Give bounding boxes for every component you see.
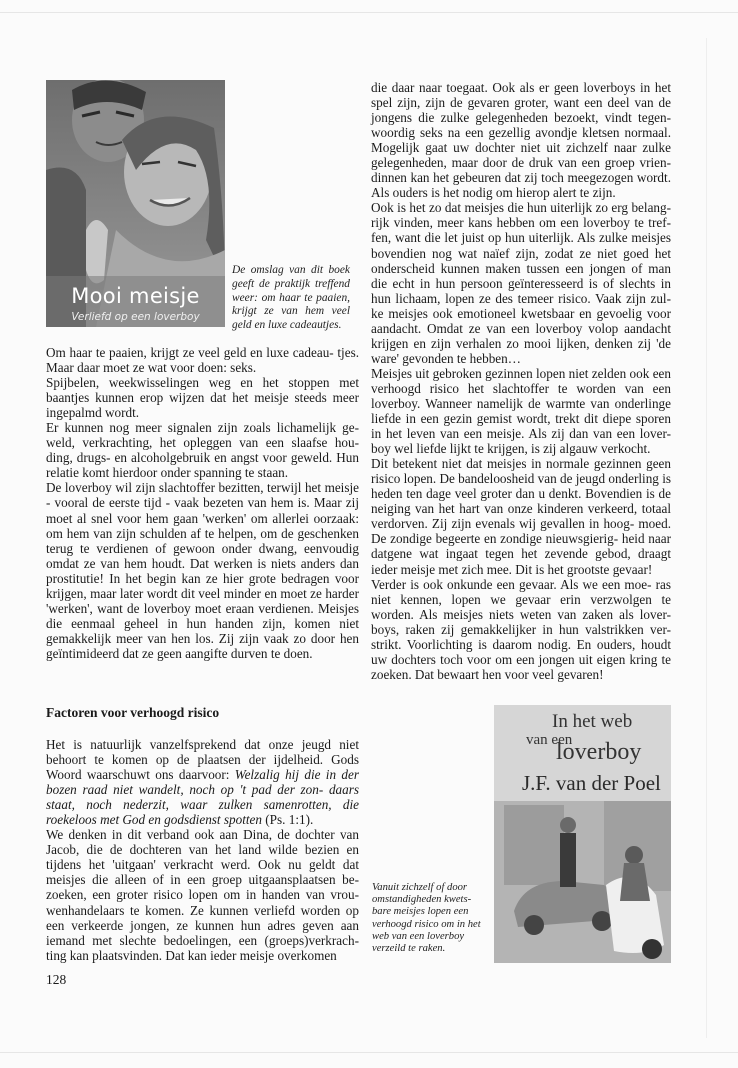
paragraph: De loverboy wil zijn slachtoffer bezitten, terwijl het meisje - vooral de eerste tijd - vaak bezeten van hem is. Maar zij moet al snel voor hem gaan 'werken' om allerlei oorzaak: om hem van zijn schulden af te helpen, om de geschenken terug te verdienen of gewoon onder dwang, eenvoudig omdat ze van hem houdt. Dat werken is niets anders dan prostitutie! In het begin kan ze hier grote bedragen voor krijgen, maar later wordt dit veel minder en moet ze harder 'werken', want de loverboy moet eraan verdienen. Meisjes die eenmaal geheel in hun handen zijn, komen niet gemakkelijk meer van hen los. Zij zijn vaak zo door hen geïntimideerd dat ze geen aangifte durven te doen.	[46, 480, 359, 661]
girl-figure-shape	[625, 846, 643, 864]
book-cover-web-loverboy	[494, 705, 671, 963]
cover-title-line3: loverboy	[556, 739, 642, 765]
paragraph: Om haar te paaien, krijgt ze veel geld en luxe cadeau- tjes. Maar daar moet ze wat voor doen: seks.	[46, 345, 359, 376]
cover-title-line1: In het web	[552, 711, 633, 732]
man-figure-shape	[560, 833, 576, 887]
paragraph: Ook is het zo dat meisjes die hun uiterlijk zo erg belang- rijk vinden, meer kans hebben om een loverboy te tref- fen, want die let juist op hun uiterlijk. Als zulke meisjes bovendien nog wat naïef zijn, zodat ze niet goed het onderscheid kunnen maken tussen een jongen of man die echt in hun persoon geïnteresseerd is of slechts in hun lichaam, lopen ze des temeer risico. Vaak zijn zul- ke meisjes ook emotioneel kwetsbaar en gevoelig voor aandacht. Omdat ze van een loverboy volop aandacht krijgen en zijn verhalen zo mooi lijken, denken zij 'de ware' gevonden te hebben…	[371, 200, 671, 366]
building-shape	[504, 805, 564, 885]
scripture-reference: (Ps. 1:1).	[265, 812, 314, 828]
paragraph: Dit betekent niet dat meisjes in normale gezinnen geen risico lopen. De bandeloosheid van de jeugd onderling is heden ten dage veel groter dan u denkt. Bovendien is de neiging van het hart van onze kinderen verkeerd, totaal verdorven. Zij zijn evenals wij gevallen in hoog- moed. De zondige begeerte en zondige nieuwsgierig- heid naar datgene wat ingaat tegen het zevende gebod, draagt ieder meisje met zich mee. Dit is het grootste gevaar!	[371, 456, 671, 577]
paragraph: Meisjes uit gebroken gezinnen lopen niet zelden ook een verhoogd risico het slachtoffer te worden van een loverboy. Wanneer namelijk de warmte van onderlinge liefde in een gezin gemist wordt, trekt dit diepe sporen in het leven van een meisje. Als zij dan van een lover- boy wel liefde lijkt te krijgen, is zij algauw verkocht.	[371, 365, 671, 457]
page-number: 128	[46, 972, 67, 987]
left-column-text	[46, 345, 359, 661]
cover-caption: Vanuit zichzelf of door omstandigheden kwets- bare meisjes lopen een verhoogd risico om in het web van een loverboy verzeild te raken.	[372, 882, 481, 955]
cover-title-line2: van een	[526, 732, 573, 748]
top-edge-line	[0, 12, 738, 13]
bottom-edge-line	[0, 1052, 738, 1053]
intro-text: Het is natuurlijk vanzelfsprekend dat onze jeugd niet behoort te komen op de plaatsen der ijdelheid. Gods Woord waarschuwt ons daarvoor:	[46, 737, 359, 783]
book-cover-mooi-meisje	[46, 80, 225, 327]
paragraph: Verder is ook onkunde een gevaar. Als we een moe- ras niet kennen, lopen we gevaar erin verzwolgen te worden. Als meisjes niets weten van zaken als lover- boys, raken zij gemakkelijker in hun valstrikken ver- strikt. Voorlichting is daarom nodig. En ouders, houdt uw dochters toch voor om een jongen uit eigen kring te zoeken. Dat bewaart hen voor veel gevaren!	[371, 576, 671, 682]
right-column-text	[371, 80, 671, 682]
paragraph: We denken in dit verband ook aan Dina, de dochter van Jacob, die de dochteren van het land wilde bezien en tijdens het 'uitgaan' verkracht werd. Ook nu geldt dat meisjes die alleen of in een groep uitgaansplaatsen be- zoeken, een groter risico lopen om in handen van vrou- wenhandelaars te komen. Ze kunnen verliefd worden op een verkeerde jongen, ze kunnen hun adres geven aan iemand met slechte bedoelingen, een (groeps)verkrach- ting kan plaatsvinden. Dat kan ieder meisje overkomen	[46, 827, 359, 963]
paragraph	[46, 737, 359, 827]
scripture-quote: Welzalig hij die in der bozen raad niet wandelt, noch op 't pad der zon- daars staat, noch nederzit, waar zulken samenrotten, die roekeloos met God en godsdienst spotten	[46, 767, 359, 828]
cover-title: Mooi meisje	[71, 284, 200, 308]
paragraph: Er kunnen nog meer signalen zijn zoals lichamelijk ge- weld, verkrachting, het opleggen van een slaafse hou- ding, drugs- en alcoholgebruik en angst voor geweld. Hun relatie komt hierdoor onder spanning te staan.	[46, 420, 359, 481]
cover-caption: De omslag van dit boek geeft de praktijk treffend weer: om haar te paaien, krijgt ze van hem veel geld en luxe cadeautjes.	[232, 264, 350, 332]
paragraph: Spijbelen, weekwisselingen weg en het stoppen met baantjes kunnen erop wijzen dat het meisje steeds meer ingepalmd wordt.	[46, 375, 359, 421]
paragraph: die daar naar toegaat. Ook als er geen loverboys in het spel zijn, zijn de gevaren groter, want een deel van de jongens die zulke gelegenheden bezoekt, vindt tegen- woordig seks na een gezellig avondje kletsen normaal. Mogelijk gaat uw dochter niet uit zichzelf naar zulke gelegenheden, maar door de druk van een groep vrien- dinnen kan het gebeuren dat zij toch meegezogen wordt. Als ouders is het nodig om hierop alert te zijn.	[371, 80, 671, 201]
cover-author: J.F. van der Poel	[522, 771, 661, 795]
section-heading: Factoren voor verhoogd risico	[46, 705, 220, 720]
right-edge-line	[706, 38, 707, 1038]
section-text	[46, 737, 359, 963]
cover-subtitle: Verliefd op een loverboy	[71, 311, 200, 323]
